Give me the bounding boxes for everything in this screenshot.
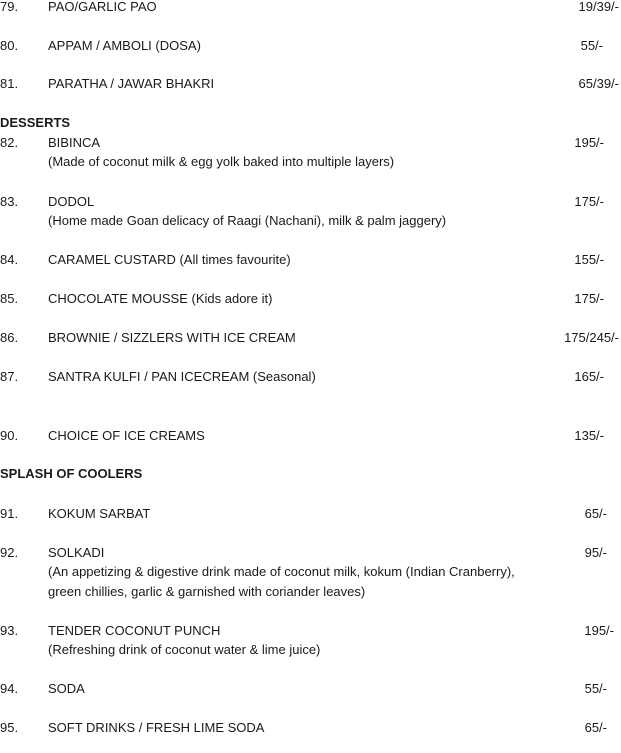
item-number: 81. [0,76,19,91]
section-heading: DESSERTS [0,115,71,130]
item-name: BIBINCA [48,135,101,150]
item-price: 195/- [584,623,614,638]
item-price: 55/- [584,681,607,696]
item-name: CARAMEL CUSTARD (All times favourite) [48,252,291,267]
item-number: 85. [0,291,19,306]
item-price: 65/- [584,506,607,521]
item-number: 84. [0,252,19,267]
item-name: PARATHA / JAWAR BHAKRI [48,76,215,91]
item-name: APPAM / AMBOLI (DOSA) [48,38,201,53]
item-name: BROWNIE / SIZZLERS WITH ICE CREAM [48,330,296,345]
item-name: SODA [48,681,85,696]
item-name: PAO/GARLIC PAO [48,0,157,14]
item-number: 79. [0,0,19,14]
item-name: CHOCOLATE MOUSSE (Kids adore it) [48,291,273,306]
item-description: (Home made Goan delicacy of Raagi (Nachani), milk & palm jaggery) [48,213,447,228]
item-description: (Made of coconut milk & egg yolk baked into multiple layers) [48,154,395,169]
item-name: TENDER COCONUT PUNCH [48,623,221,638]
item-number: 83. [0,194,19,209]
item-number: 92. [0,545,19,560]
item-number: 90. [0,428,19,443]
item-number: 82. [0,135,19,150]
item-name: KOKUM SARBAT [48,506,151,521]
item-description: (Refreshing drink of coconut water & lime juice) [48,642,321,657]
item-number: 93. [0,623,19,638]
item-description: (An appetizing & digestive drink made of coconut milk, kokum (Indian Cranberry), [48,564,515,579]
item-name: SANTRA KULFI / PAN ICECREAM (Seasonal) [48,369,316,384]
item-number: 91. [0,506,19,521]
item-name: SOLKADI [48,545,105,560]
item-price: 165/- [574,369,604,384]
item-name: SOFT DRINKS / FRESH LIME SODA [48,720,265,735]
item-name: CHOICE OF ICE CREAMS [48,428,205,443]
item-number: 80. [0,38,19,53]
item-price: 95/- [584,545,607,560]
item-price: 175/245/- [564,330,619,345]
item-price: 175/- [574,291,604,306]
item-price: 65/- [584,720,607,735]
item-price: 55/- [580,38,603,53]
item-number: 86. [0,330,19,345]
item-price: 195/- [574,135,604,150]
item-price: 175/- [574,194,604,209]
item-price: 135/- [574,428,604,443]
section-heading: SPLASH OF COOLERS [0,466,143,481]
item-number: 87. [0,369,19,384]
item-number: 95. [0,720,19,735]
item-name: DODOL [48,194,95,209]
item-price: 155/- [574,252,604,267]
item-price: 19/39/- [578,0,619,14]
item-price: 65/39/- [578,76,619,91]
item-number: 94. [0,681,19,696]
item-description: green chillies, garlic & garnished with coriander leaves) [48,584,366,599]
